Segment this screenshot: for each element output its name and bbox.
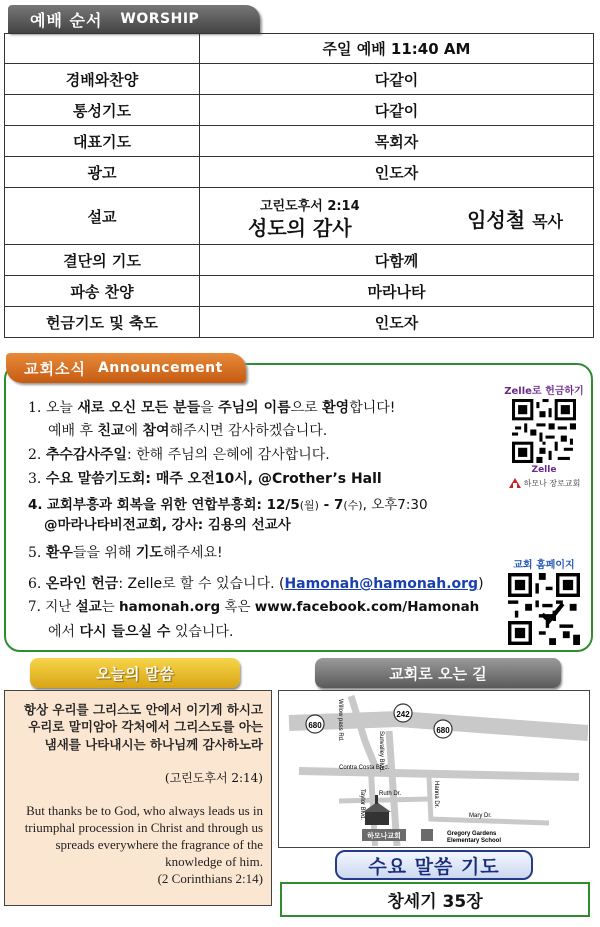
preacher-name: 임성철 [467, 208, 526, 232]
row-label: 경배와찬양 [5, 64, 200, 95]
item-number: 1. [28, 400, 42, 416]
table-row [5, 276, 594, 307]
sermon-cell [200, 188, 594, 245]
item-bold: 친교 [97, 423, 125, 439]
list-item [28, 574, 484, 594]
item-number: 7. [28, 599, 41, 615]
item-number: 5. [28, 545, 42, 561]
verse-english-ref: (2 Corinthians 2:14) [157, 870, 263, 886]
item-text: 에 [124, 423, 143, 439]
hw680-left: 680 [308, 721, 322, 730]
item-bold: - 7 [318, 497, 344, 513]
wednesday-prayer-heading: 수요 말씀 기도 [335, 850, 533, 880]
facebook-link[interactable]: www.facebook.com/Hamonah [254, 599, 480, 615]
school-label-2: Elementary School [447, 838, 502, 844]
item-text: 지난 [45, 599, 76, 615]
todays-word-heading: 오늘의 말씀 [30, 658, 240, 688]
item-bold: 기도 [135, 545, 163, 561]
item-text: 해주시면 감사하겠습니다. [169, 423, 328, 439]
table-row [5, 64, 594, 95]
table-row [5, 157, 594, 188]
item-bold: 새로 오신 모든 분들 [77, 400, 201, 416]
homepage-qr-block [500, 556, 588, 647]
verse-korean-ref: (고린도후서 2:14) [164, 771, 263, 785]
list-item-cont [48, 622, 233, 642]
item-text: : 한해 주님의 은혜에 감사합니다. [126, 447, 330, 463]
item-bold: 주님의 이름 [218, 400, 291, 416]
hw242: 242 [396, 710, 410, 719]
item-text: (수) [343, 499, 363, 512]
church-logo-text: 하모나 장로교회 [523, 478, 581, 488]
item-text: 을 [200, 400, 219, 416]
row-label: 통성기도 [5, 95, 200, 126]
item-number: 2. [28, 447, 42, 463]
sermon-title: 성도의 감사 [248, 216, 352, 240]
homepage-qr-code-icon[interactable] [508, 573, 580, 645]
homepage-qr-label: 교회 홈페이지 [513, 560, 575, 571]
announcement-tab [6, 353, 246, 383]
worship-tab [8, 5, 260, 33]
worship-tab-ko: 예배 순서 [30, 10, 103, 30]
list-item [28, 445, 330, 465]
willow-label: Willow pass Rd. [337, 699, 343, 742]
item-text: 해주세요! [162, 545, 223, 561]
item-text: : Zelle로 할 수 있습니다. ( [118, 576, 285, 592]
row-label: 광고 [5, 157, 200, 188]
item-text: 는 [101, 599, 119, 615]
row-value: 목회자 [200, 126, 594, 157]
preacher [467, 204, 563, 233]
item-bold: 다시 들으실 수 [79, 624, 171, 640]
item-bold: 교회부흥과 회복을 위한 연합부흥회: 12/5 [46, 497, 300, 513]
item-bold: 수요 말씀기도회: 매주 오전10시, @Crother’s Hall [45, 471, 382, 487]
row-label: 대표기도 [5, 126, 200, 157]
verse-english-text: But thanks be to God, who always leads us in triumphal procession in Christ and through us spreads everywhere the fragrance of the knowledge of him. [24, 803, 263, 869]
item-number: 6. [28, 576, 42, 592]
verse-english [9, 803, 263, 887]
row-value: 인도자 [200, 157, 594, 188]
table-row [5, 245, 594, 276]
item-text: 합니다! [349, 400, 396, 416]
list-item-cont [48, 421, 327, 441]
worship-order-table [4, 33, 594, 338]
list-item [28, 398, 395, 418]
item-text: 혹은 [220, 599, 255, 615]
sermon-row [5, 188, 594, 245]
zelle-qr-label: Zelle로 헌금하기 [504, 386, 584, 397]
worship-header-row [5, 34, 594, 64]
mary-label: Mary Dr. [469, 813, 492, 819]
table-row [5, 95, 594, 126]
hanna-label: Hanna Dr. [433, 781, 439, 809]
contra-label: Contra Costa Blvd. [339, 765, 390, 771]
website-link[interactable]: hamonah.org [119, 599, 221, 615]
list-item [28, 543, 223, 563]
sermon-label: 설교 [5, 188, 200, 245]
row-value: 마라나타 [200, 276, 594, 307]
item-bold: @마라나타비전교회, 강사: 김용의 선교사 [44, 517, 291, 533]
directions-heading: 교회로 오는 길 [315, 658, 561, 688]
row-value: 다함께 [200, 245, 594, 276]
item-text: 예배 후 [48, 423, 98, 439]
item-number: 4. [28, 497, 43, 513]
announcement-tab-ko: 교회소식 [24, 359, 86, 378]
item-bold: 온라인 헌금 [45, 576, 119, 592]
item-text: ) [478, 576, 484, 592]
item-text: (월) [299, 499, 319, 512]
offering-email-link[interactable]: Hamonah@hamonah.org [284, 576, 479, 592]
row-label: 헌금기도 및 축도 [5, 307, 200, 338]
verse-korean: 항상 우리를 그리스도 안에서 이기게 하시고 우리로 말미암아 각처에서 그리스도를 아는 냄새를 나타내시는 하나님께 감사하노라 [23, 702, 263, 752]
item-bold: 환우 [45, 545, 73, 561]
item-text: 오늘 [45, 400, 78, 416]
row-label: 결단의 기도 [5, 245, 200, 276]
item-bold: 환영 [322, 400, 350, 416]
church-logo-icon [508, 477, 522, 489]
wednesday-passage: 창세기 35장 [280, 882, 590, 917]
worship-tab-en: WORSHIP [120, 11, 200, 27]
item-text: 들을 위해 [72, 545, 136, 561]
zelle-qr-code-icon[interactable] [512, 399, 576, 463]
announcement-tab-en: Announcement [97, 360, 223, 376]
taylor-label: Taylor Blvd. [359, 789, 365, 821]
item-text: , 오후7:30 [362, 497, 428, 513]
directions-map [278, 690, 590, 848]
preacher-title: 목사 [532, 212, 563, 231]
zelle-qr-block [496, 382, 592, 489]
item-bold: 참여 [142, 423, 170, 439]
service-time: 주일 예배 11:40 AM [200, 34, 594, 64]
church-logo [496, 477, 592, 489]
hw680-right: 680 [436, 726, 450, 735]
list-item [28, 598, 479, 618]
worship-header-blank [5, 34, 200, 64]
verse-box [4, 690, 272, 906]
table-row [5, 307, 594, 338]
sermon-reference: 고린도후서 2:14 [260, 199, 360, 214]
item-text: 으로 [290, 400, 323, 416]
item-text: 에서 [48, 624, 80, 640]
list-item [28, 496, 428, 516]
church-label: 하모나교회 [367, 833, 401, 840]
item-text: 있습니다. [170, 624, 234, 640]
item-bold: 설교 [75, 599, 102, 615]
ruth-label: Ruth Dr. [379, 791, 402, 797]
list-item [28, 469, 382, 489]
row-label: 파송 찬양 [5, 276, 200, 307]
item-bold: 추수감사주일 [45, 447, 127, 463]
row-value: 인도자 [200, 307, 594, 338]
zelle-caption: Zelle [531, 465, 557, 475]
school-marker [421, 829, 433, 841]
map-drawing [279, 691, 588, 846]
school-label-1: Gregory Gardens [447, 831, 497, 837]
list-item-cont [44, 516, 291, 536]
sunvalley-label: Sunvalley Blvd. [378, 731, 384, 773]
item-number: 3. [28, 471, 42, 487]
table-row [5, 126, 594, 157]
row-value: 다같이 [200, 95, 594, 126]
row-value: 다같이 [200, 64, 594, 95]
